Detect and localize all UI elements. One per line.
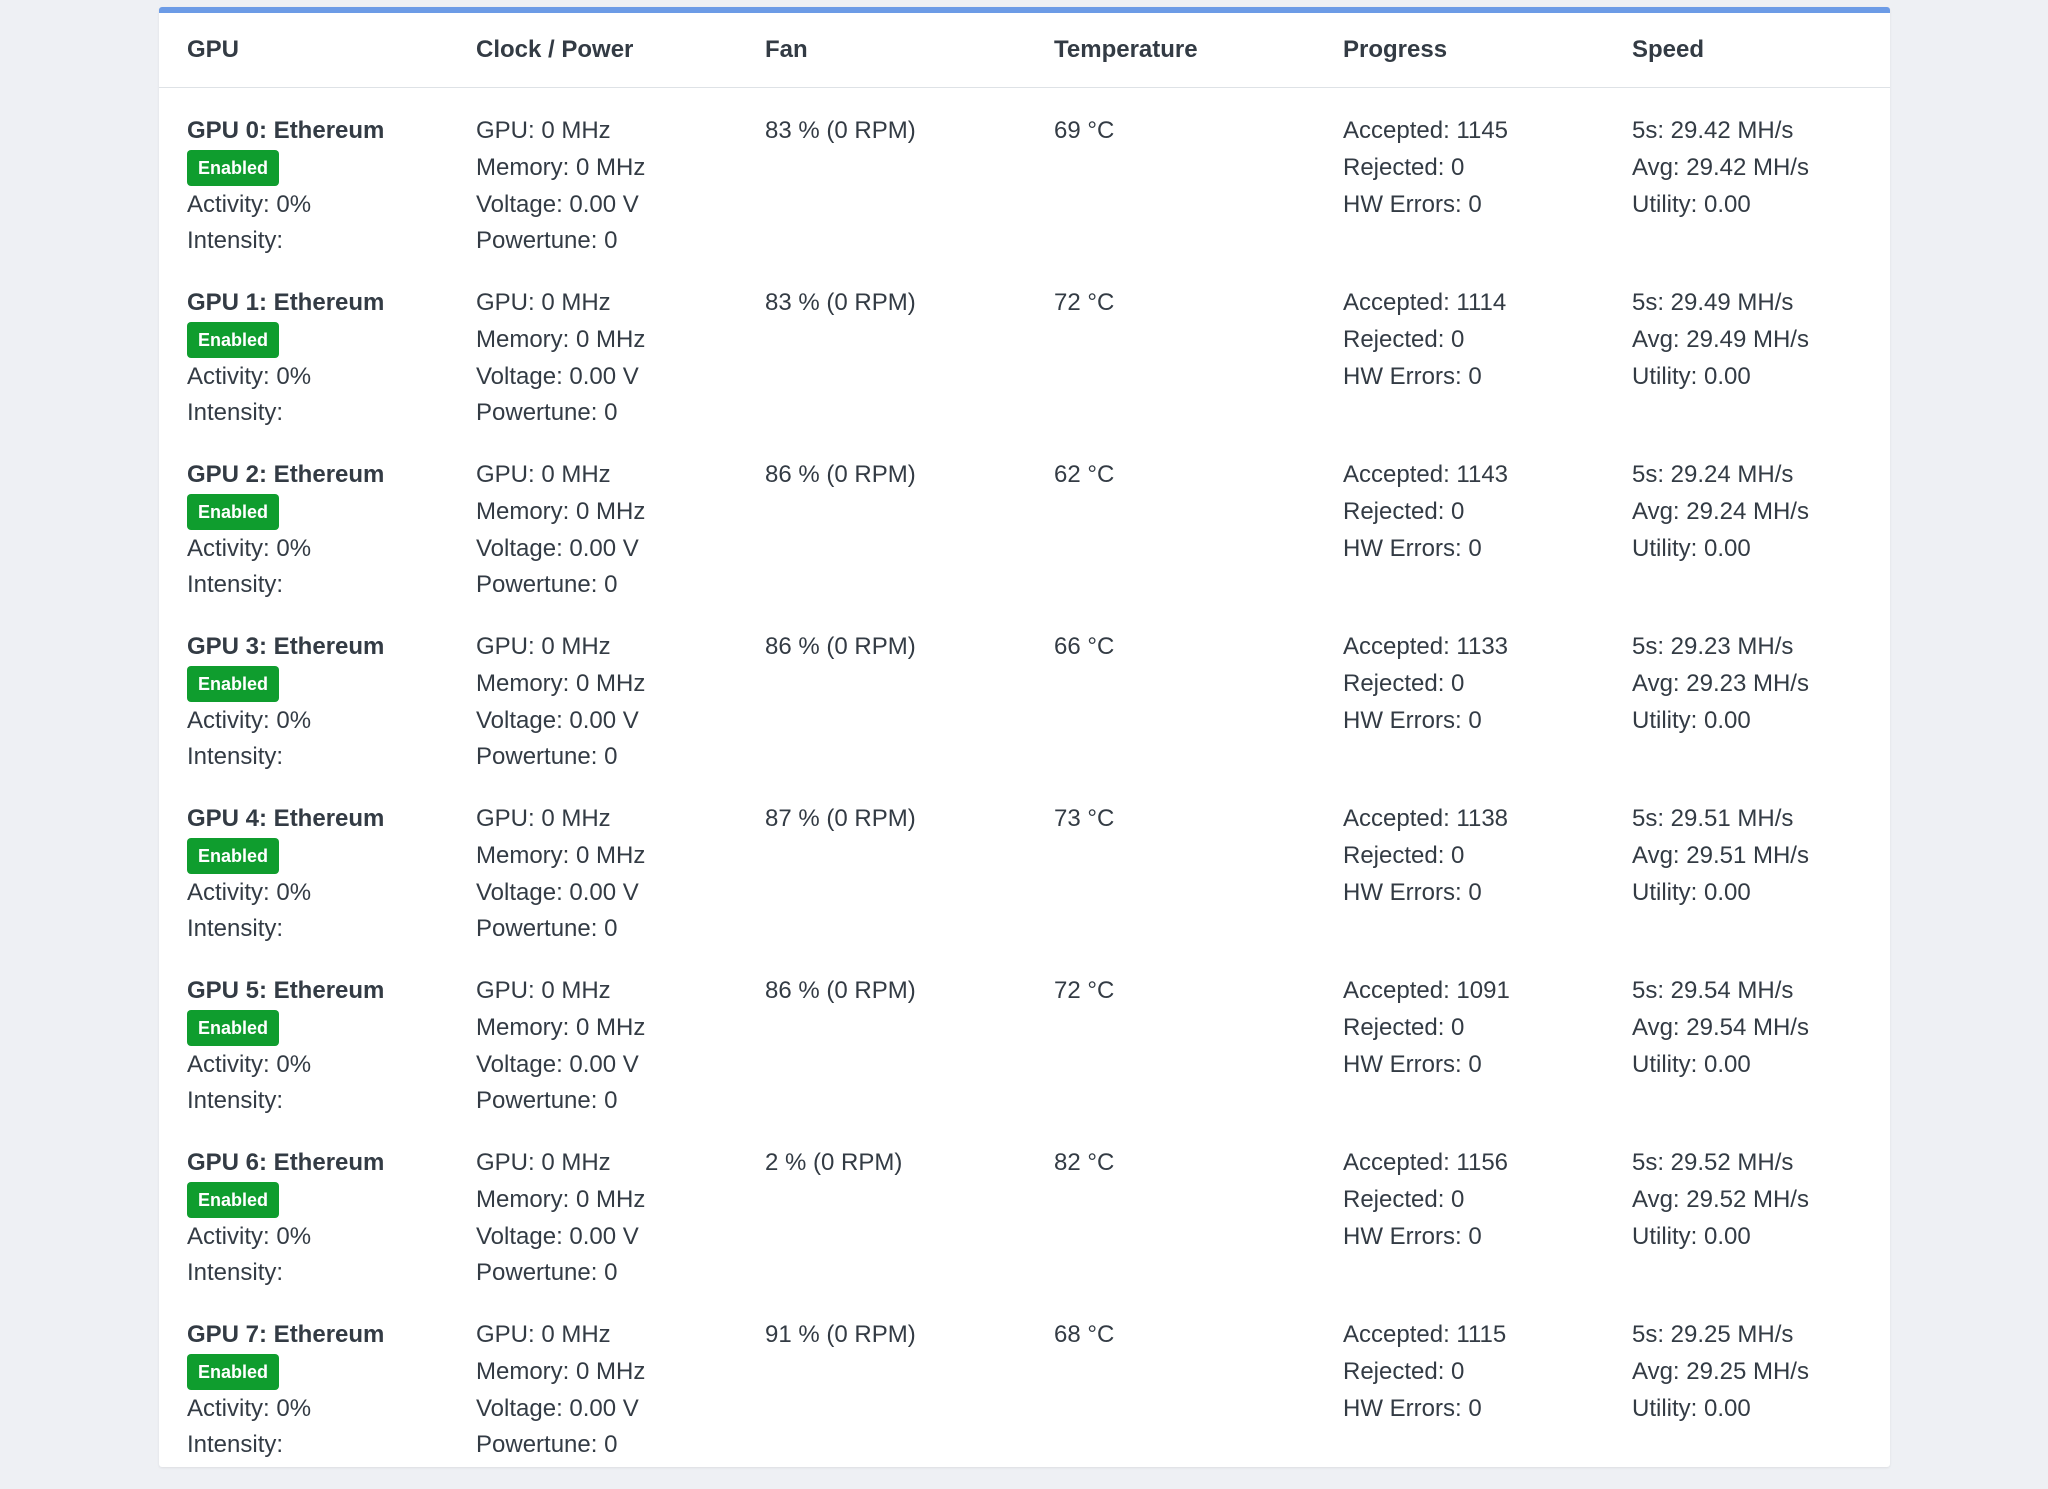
gpu-status-panel — [159, 7, 1890, 1467]
utility: Utility: 0.00 — [1632, 1391, 1890, 1428]
temperature-cell — [1026, 801, 1315, 973]
gpu-table — [159, 13, 1890, 1489]
fan-value: 86 % (0 RPM) — [765, 629, 1026, 666]
gpu-name: GPU 5: Ethereum — [187, 973, 448, 1010]
powertune: Powertune: 0 — [476, 223, 737, 260]
gpu-intensity: Intensity: — [187, 395, 448, 432]
hw-errors-count: HW Errors: 0 — [1343, 531, 1604, 568]
clock-memory: Memory: 0 MHz — [476, 666, 737, 703]
voltage: Voltage: 0.00 V — [476, 359, 737, 396]
status-badge: Enabled — [187, 494, 279, 530]
fan-value: 83 % (0 RPM) — [765, 285, 1026, 322]
table-row — [159, 285, 1890, 457]
utility: Utility: 0.00 — [1632, 1047, 1890, 1084]
temperature-cell — [1026, 88, 1315, 286]
speed-5s: 5s: 29.23 MH/s — [1632, 629, 1890, 666]
gpu-intensity: Intensity: — [187, 739, 448, 776]
powertune: Powertune: 0 — [476, 1083, 737, 1120]
speed-avg: Avg: 29.51 MH/s — [1632, 838, 1890, 875]
clock-gpu: GPU: 0 MHz — [476, 1317, 737, 1354]
gpu-activity: Activity: 0% — [187, 1047, 448, 1084]
temperature-value: 68 °C — [1054, 1317, 1315, 1354]
clock-power-cell — [448, 285, 737, 457]
rejected-count: Rejected: 0 — [1343, 322, 1604, 359]
accepted-count: Accepted: 1115 — [1343, 1317, 1604, 1354]
gpu-name: GPU 3: Ethereum — [187, 629, 448, 666]
voltage: Voltage: 0.00 V — [476, 1391, 737, 1428]
clock-memory: Memory: 0 MHz — [476, 494, 737, 531]
table-row — [159, 1317, 1890, 1489]
voltage: Voltage: 0.00 V — [476, 187, 737, 224]
clock-gpu: GPU: 0 MHz — [476, 113, 737, 150]
rejected-count: Rejected: 0 — [1343, 838, 1604, 875]
utility: Utility: 0.00 — [1632, 359, 1890, 396]
status-badge: Enabled — [187, 666, 279, 702]
gpu-activity: Activity: 0% — [187, 875, 448, 912]
clock-gpu: GPU: 0 MHz — [476, 285, 737, 322]
gpu-activity: Activity: 0% — [187, 531, 448, 568]
rejected-count: Rejected: 0 — [1343, 494, 1604, 531]
rejected-count: Rejected: 0 — [1343, 150, 1604, 187]
hw-errors-count: HW Errors: 0 — [1343, 875, 1604, 912]
powertune: Powertune: 0 — [476, 739, 737, 776]
speed-5s: 5s: 29.25 MH/s — [1632, 1317, 1890, 1354]
table-row — [159, 801, 1890, 973]
clock-power-cell — [448, 629, 737, 801]
table-row — [159, 457, 1890, 629]
fan-value: 86 % (0 RPM) — [765, 973, 1026, 1010]
speed-5s: 5s: 29.52 MH/s — [1632, 1145, 1890, 1182]
fan-cell — [737, 285, 1026, 457]
clock-memory: Memory: 0 MHz — [476, 150, 737, 187]
speed-cell — [1604, 457, 1890, 629]
accepted-count: Accepted: 1143 — [1343, 457, 1604, 494]
gpu-name: GPU 0: Ethereum — [187, 113, 448, 150]
clock-memory: Memory: 0 MHz — [476, 322, 737, 359]
voltage: Voltage: 0.00 V — [476, 1219, 737, 1256]
clock-gpu: GPU: 0 MHz — [476, 973, 737, 1010]
table-row — [159, 88, 1890, 286]
hw-errors-count: HW Errors: 0 — [1343, 1391, 1604, 1428]
accepted-count: Accepted: 1156 — [1343, 1145, 1604, 1182]
progress-cell — [1315, 973, 1604, 1145]
clock-power-cell — [448, 1145, 737, 1317]
clock-power-cell — [448, 1317, 737, 1489]
column-header-fan: Fan — [737, 13, 1026, 88]
powertune: Powertune: 0 — [476, 1255, 737, 1292]
column-header-progress: Progress — [1315, 13, 1604, 88]
clock-memory: Memory: 0 MHz — [476, 1354, 737, 1391]
temperature-value: 73 °C — [1054, 801, 1315, 838]
progress-cell — [1315, 285, 1604, 457]
gpu-cell — [159, 285, 448, 457]
speed-5s: 5s: 29.42 MH/s — [1632, 113, 1890, 150]
speed-cell — [1604, 973, 1890, 1145]
gpu-activity: Activity: 0% — [187, 1391, 448, 1428]
clock-gpu: GPU: 0 MHz — [476, 457, 737, 494]
clock-power-cell — [448, 88, 737, 286]
gpu-name: GPU 4: Ethereum — [187, 801, 448, 838]
hw-errors-count: HW Errors: 0 — [1343, 1219, 1604, 1256]
voltage: Voltage: 0.00 V — [476, 1047, 737, 1084]
speed-avg: Avg: 29.54 MH/s — [1632, 1010, 1890, 1047]
clock-gpu: GPU: 0 MHz — [476, 801, 737, 838]
utility: Utility: 0.00 — [1632, 703, 1890, 740]
gpu-name: GPU 7: Ethereum — [187, 1317, 448, 1354]
temperature-value: 72 °C — [1054, 973, 1315, 1010]
accepted-count: Accepted: 1114 — [1343, 285, 1604, 322]
utility: Utility: 0.00 — [1632, 875, 1890, 912]
speed-avg: Avg: 29.24 MH/s — [1632, 494, 1890, 531]
gpu-name: GPU 2: Ethereum — [187, 457, 448, 494]
hw-errors-count: HW Errors: 0 — [1343, 703, 1604, 740]
voltage: Voltage: 0.00 V — [476, 531, 737, 568]
temperature-cell — [1026, 1145, 1315, 1317]
clock-memory: Memory: 0 MHz — [476, 838, 737, 875]
gpu-intensity: Intensity: — [187, 911, 448, 948]
fan-value: 2 % (0 RPM) — [765, 1145, 1026, 1182]
fan-cell — [737, 88, 1026, 286]
accepted-count: Accepted: 1138 — [1343, 801, 1604, 838]
fan-value: 86 % (0 RPM) — [765, 457, 1026, 494]
fan-cell — [737, 973, 1026, 1145]
powertune: Powertune: 0 — [476, 395, 737, 432]
speed-avg: Avg: 29.49 MH/s — [1632, 322, 1890, 359]
fan-value: 83 % (0 RPM) — [765, 113, 1026, 150]
table-header-row — [159, 13, 1890, 88]
rejected-count: Rejected: 0 — [1343, 666, 1604, 703]
gpu-rows — [159, 88, 1890, 1489]
gpu-cell — [159, 973, 448, 1145]
fan-cell — [737, 1317, 1026, 1489]
progress-cell — [1315, 457, 1604, 629]
voltage: Voltage: 0.00 V — [476, 703, 737, 740]
speed-cell — [1604, 801, 1890, 973]
status-badge: Enabled — [187, 322, 279, 358]
powertune: Powertune: 0 — [476, 911, 737, 948]
gpu-intensity: Intensity: — [187, 223, 448, 260]
speed-5s: 5s: 29.51 MH/s — [1632, 801, 1890, 838]
speed-avg: Avg: 29.23 MH/s — [1632, 666, 1890, 703]
column-header-clock-power: Clock / Power — [448, 13, 737, 88]
hw-errors-count: HW Errors: 0 — [1343, 1047, 1604, 1084]
powertune: Powertune: 0 — [476, 567, 737, 604]
clock-power-cell — [448, 457, 737, 629]
temperature-cell — [1026, 629, 1315, 801]
status-badge: Enabled — [187, 838, 279, 874]
gpu-activity: Activity: 0% — [187, 1219, 448, 1256]
clock-gpu: GPU: 0 MHz — [476, 629, 737, 666]
status-badge: Enabled — [187, 150, 279, 186]
utility: Utility: 0.00 — [1632, 1219, 1890, 1256]
gpu-name: GPU 6: Ethereum — [187, 1145, 448, 1182]
utility: Utility: 0.00 — [1632, 187, 1890, 224]
temperature-cell — [1026, 973, 1315, 1145]
voltage: Voltage: 0.00 V — [476, 875, 737, 912]
gpu-intensity: Intensity: — [187, 567, 448, 604]
hw-errors-count: HW Errors: 0 — [1343, 187, 1604, 224]
clock-memory: Memory: 0 MHz — [476, 1010, 737, 1047]
speed-cell — [1604, 1317, 1890, 1489]
fan-value: 87 % (0 RPM) — [765, 801, 1026, 838]
gpu-name: GPU 1: Ethereum — [187, 285, 448, 322]
fan-cell — [737, 1145, 1026, 1317]
temperature-value: 72 °C — [1054, 285, 1315, 322]
gpu-cell — [159, 88, 448, 286]
temperature-value: 82 °C — [1054, 1145, 1315, 1182]
speed-cell — [1604, 629, 1890, 801]
temperature-value: 69 °C — [1054, 113, 1315, 150]
temperature-cell — [1026, 285, 1315, 457]
speed-cell — [1604, 285, 1890, 457]
clock-power-cell — [448, 801, 737, 973]
column-header-speed: Speed — [1604, 13, 1890, 88]
rejected-count: Rejected: 0 — [1343, 1354, 1604, 1391]
gpu-cell — [159, 629, 448, 801]
column-header-temperature: Temperature — [1026, 13, 1315, 88]
fan-cell — [737, 801, 1026, 973]
accepted-count: Accepted: 1091 — [1343, 973, 1604, 1010]
hw-errors-count: HW Errors: 0 — [1343, 359, 1604, 396]
progress-cell — [1315, 801, 1604, 973]
gpu-intensity: Intensity: — [187, 1255, 448, 1292]
column-header-gpu: GPU — [159, 13, 448, 88]
speed-5s: 5s: 29.24 MH/s — [1632, 457, 1890, 494]
temperature-cell — [1026, 1317, 1315, 1489]
speed-cell — [1604, 88, 1890, 286]
utility: Utility: 0.00 — [1632, 531, 1890, 568]
accepted-count: Accepted: 1133 — [1343, 629, 1604, 666]
table-row — [159, 1145, 1890, 1317]
rejected-count: Rejected: 0 — [1343, 1182, 1604, 1219]
temperature-value: 62 °C — [1054, 457, 1315, 494]
status-badge: Enabled — [187, 1182, 279, 1218]
table-row — [159, 973, 1890, 1145]
speed-avg: Avg: 29.42 MH/s — [1632, 150, 1890, 187]
accepted-count: Accepted: 1145 — [1343, 113, 1604, 150]
temperature-cell — [1026, 457, 1315, 629]
speed-avg: Avg: 29.25 MH/s — [1632, 1354, 1890, 1391]
status-badge: Enabled — [187, 1010, 279, 1046]
speed-5s: 5s: 29.54 MH/s — [1632, 973, 1890, 1010]
gpu-cell — [159, 801, 448, 973]
gpu-activity: Activity: 0% — [187, 187, 448, 224]
progress-cell — [1315, 88, 1604, 286]
progress-cell — [1315, 629, 1604, 801]
gpu-cell — [159, 1317, 448, 1489]
fan-value: 91 % (0 RPM) — [765, 1317, 1026, 1354]
speed-5s: 5s: 29.49 MH/s — [1632, 285, 1890, 322]
gpu-cell — [159, 457, 448, 629]
clock-gpu: GPU: 0 MHz — [476, 1145, 737, 1182]
progress-cell — [1315, 1317, 1604, 1489]
speed-cell — [1604, 1145, 1890, 1317]
speed-avg: Avg: 29.52 MH/s — [1632, 1182, 1890, 1219]
powertune: Powertune: 0 — [476, 1427, 737, 1464]
fan-cell — [737, 457, 1026, 629]
gpu-cell — [159, 1145, 448, 1317]
gpu-activity: Activity: 0% — [187, 359, 448, 396]
status-badge: Enabled — [187, 1354, 279, 1390]
gpu-intensity: Intensity: — [187, 1427, 448, 1464]
gpu-intensity: Intensity: — [187, 1083, 448, 1120]
table-row — [159, 629, 1890, 801]
progress-cell — [1315, 1145, 1604, 1317]
clock-power-cell — [448, 973, 737, 1145]
fan-cell — [737, 629, 1026, 801]
temperature-value: 66 °C — [1054, 629, 1315, 666]
gpu-activity: Activity: 0% — [187, 703, 448, 740]
clock-memory: Memory: 0 MHz — [476, 1182, 737, 1219]
rejected-count: Rejected: 0 — [1343, 1010, 1604, 1047]
